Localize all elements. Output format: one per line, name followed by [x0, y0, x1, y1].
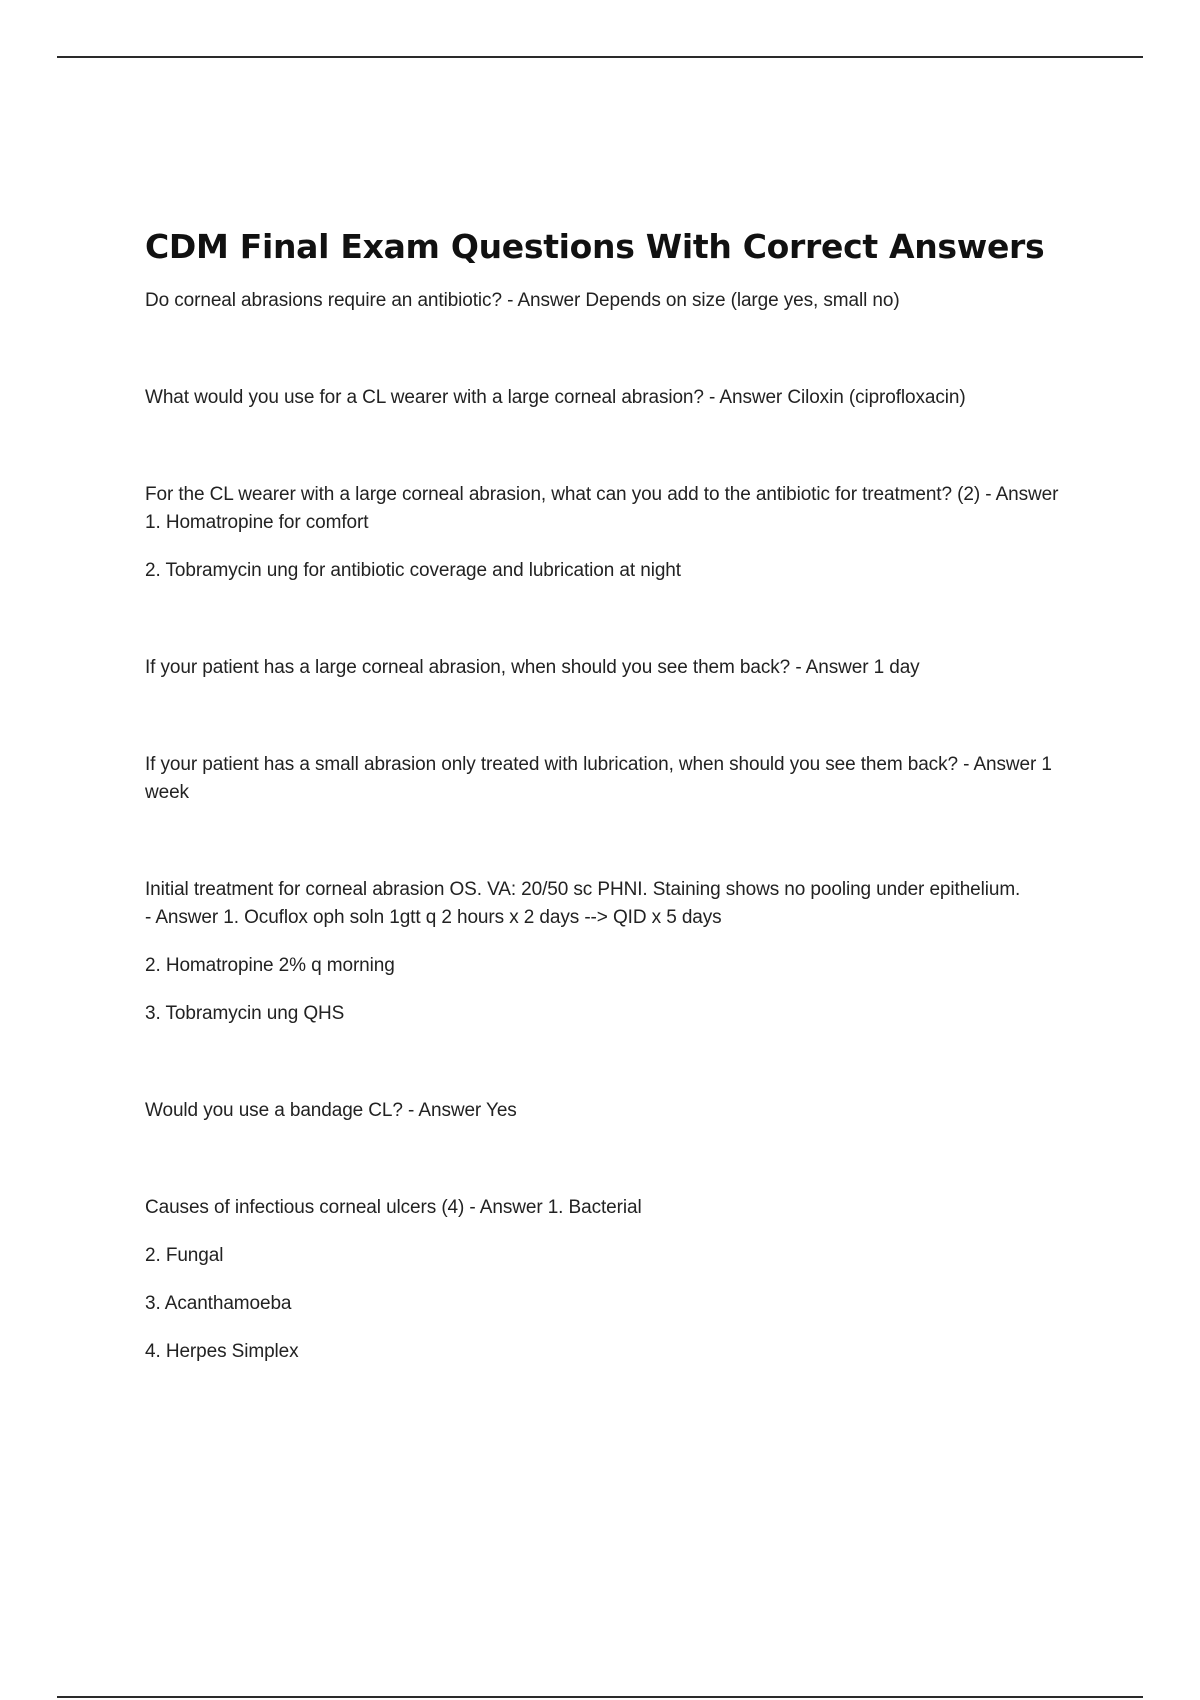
qa-entry: [145, 1097, 1075, 1125]
qa-entry: [145, 384, 1075, 412]
qa-paragraph: For the CL wearer with a large corneal abrasion, what can you add to the antibiotic for treatment? (2) - Answer 1. Homatropine for comfort: [145, 484, 1059, 533]
top-rule: [57, 56, 1143, 58]
qa-paragraph: 2. Fungal: [145, 1245, 224, 1266]
qa-paragraph: 2. Homatropine 2% q morning: [145, 955, 395, 976]
bottom-rule: [57, 1696, 1143, 1698]
qa-entry: [145, 751, 1065, 807]
qa-paragraph: 2. Tobramycin ung for antibiotic coverage and lubrication at night: [145, 560, 681, 581]
qa-entry: [145, 481, 1065, 585]
document-title: CDM Final Exam Questions With Correct Answers: [145, 227, 1045, 266]
qa-paragraph: If your patient has a large corneal abrasion, when should you see them back? - Answer 1 day: [145, 657, 920, 678]
qa-paragraph: 3. Acanthamoeba: [145, 1293, 292, 1314]
qa-paragraph: 3. Tobramycin ung QHS: [145, 1003, 345, 1024]
qa-entry: [145, 1194, 1075, 1366]
qa-paragraph: Causes of infectious corneal ulcers (4) - Answer 1. Bacterial: [145, 1197, 642, 1218]
qa-paragraph: Initial treatment for corneal abrasion OS. VA: 20/50 sc PHNI. Staining shows no pooling under epithelium. - Answer 1. Ocuflox oph soln 1gtt q 2 hours x 2 days --> QID x 5 days: [145, 879, 1021, 928]
document-body: [145, 226, 1075, 1366]
qa-entry: [145, 876, 1025, 1028]
qa-paragraph: Do corneal abrasions require an antibiotic? - Answer Depends on size (large yes, small no): [145, 290, 900, 311]
qa-paragraph: What would you use for a CL wearer with a large corneal abrasion? - Answer Ciloxin (ciprofloxacin): [145, 387, 966, 408]
qa-entry: [145, 654, 1075, 682]
qa-paragraph: If your patient has a small abrasion only treated with lubrication, when should you see them back? - Answer 1 week: [145, 754, 1052, 803]
qa-paragraph: 4. Herpes Simplex: [145, 1341, 299, 1362]
qa-paragraph: Would you use a bandage CL? - Answer Yes: [145, 1100, 517, 1121]
qa-entry: [145, 287, 1075, 315]
